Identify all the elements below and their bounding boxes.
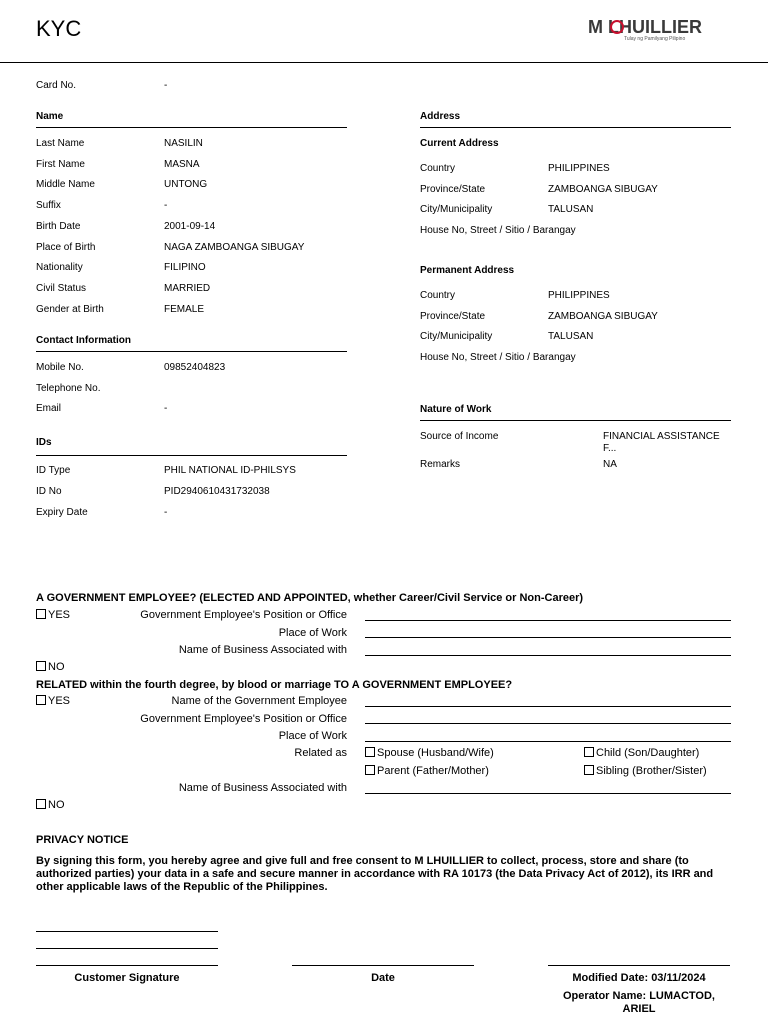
operator-name: Operator Name: LUMACTOD, ARIEL	[563, 990, 715, 1015]
current-address-field-label: House No, Street / Sitio / Barangay	[420, 225, 576, 237]
privacy-heading: PRIVACY NOTICE	[36, 834, 129, 846]
current-address-heading: Current Address	[420, 138, 499, 149]
name-field-label: Place of Birth	[36, 241, 96, 253]
checkbox-icon[interactable]	[36, 661, 46, 671]
logo-text: M LHUILLIER	[588, 17, 702, 37]
logo-tagline: Tulay ng Pamilyang Pilipino	[624, 36, 686, 42]
ids-heading: IDs	[36, 437, 52, 448]
id-field-label: Expiry Date	[36, 507, 88, 518]
related-no-label: NO	[48, 799, 65, 811]
permanent-address-field-label: Province/State	[420, 310, 486, 322]
modified-date: Modified Date: 03/11/2024	[572, 972, 706, 984]
name-field-label: Last Name	[36, 138, 85, 149]
card-no-label: Card No.	[36, 80, 77, 91]
name-field-label: Gender at Birth	[36, 303, 104, 315]
m-lhuillier-logo-icon	[588, 16, 734, 42]
option-parent[interactable]	[365, 765, 489, 778]
contact-heading: Contact Information	[36, 335, 131, 346]
customer-signature-label: Customer Signature	[74, 972, 180, 984]
related-as-label: Related as	[294, 747, 347, 759]
contact-heading-rule	[36, 351, 347, 352]
header-divider	[0, 62, 768, 63]
gov-no-label: NO	[48, 661, 65, 673]
permanent-address-field-value: PHILIPPINES	[548, 290, 610, 301]
related-employee-name-line[interactable]	[365, 706, 731, 707]
related-question: RELATED within the fourth degree, by blood or marriage TO A GOVERNMENT EMPLOYEE?	[36, 679, 513, 691]
contact-field-label: Email	[36, 403, 62, 414]
name-field-label: Civil Status	[36, 282, 87, 294]
permanent-address-field-value: ZAMBOANGA SIBUGAY	[548, 310, 658, 322]
source-of-income-label: Source of Income	[420, 431, 499, 442]
address-heading: Address	[420, 111, 461, 122]
option-child-label: Child (Son/Daughter)	[596, 747, 700, 759]
modified-line	[548, 965, 730, 966]
option-spouse[interactable]	[365, 747, 494, 760]
permanent-address-field-label: City/Municipality	[420, 331, 493, 342]
name-field-label: Nationality	[36, 262, 83, 274]
gov-no-option[interactable]	[36, 661, 65, 674]
related-no-option[interactable]	[36, 799, 65, 812]
source-of-income-value: FINANCIAL ASSISTANCE F...	[603, 431, 720, 454]
name-field-value: -	[164, 200, 168, 212]
checkbox-icon[interactable]	[36, 695, 46, 705]
name-field-label: Suffix	[36, 200, 61, 212]
related-position-line[interactable]	[365, 723, 731, 724]
gov-business-label: Name of Business Associated with	[178, 644, 347, 656]
work-heading: Nature of Work	[420, 404, 492, 415]
name-heading-rule	[36, 127, 347, 128]
privacy-text: By signing this form, you hereby agree and give full and free consent to M LHUILLIER to collect, process, store and share (to authorized parties) your data in a safe and secure manner in accordance with RA 10173 (the Data Privacy Act of 2012), its IRR and other applicable laws of the Republic of the Philippines.	[36, 855, 714, 893]
related-place-of-work-label: Place of Work	[278, 730, 347, 742]
related-business-label: Name of Business Associated with	[178, 782, 347, 794]
contact-field-value: 09852404823	[164, 362, 226, 373]
current-address-field-value: ZAMBOANGA SIBUGAY	[548, 183, 658, 195]
name-field-label: Middle Name	[36, 179, 95, 191]
date-line[interactable]	[292, 965, 474, 966]
contact-field-label: Mobile No.	[36, 362, 84, 373]
remarks-value: NA	[603, 459, 617, 470]
name-field-value: MASNA	[164, 158, 200, 170]
checkbox-icon[interactable]	[36, 799, 46, 809]
name-field-value: NAGA ZAMBOANGA SIBUGAY	[164, 241, 305, 253]
gov-position-label: Government Employee's Position or Office	[140, 609, 347, 621]
permanent-address-field-label: Country	[420, 290, 456, 301]
checkbox-icon[interactable]	[36, 609, 46, 619]
checkbox-icon[interactable]	[584, 747, 594, 757]
signature-line-1[interactable]	[36, 931, 218, 932]
gov-position-line[interactable]	[365, 620, 731, 621]
option-child[interactable]	[584, 747, 699, 760]
related-position-label: Government Employee's Position or Office	[140, 713, 347, 725]
logo	[588, 16, 734, 42]
name-field-value: FILIPINO	[164, 262, 206, 274]
current-address-field-value: TALUSAN	[548, 204, 594, 216]
id-field-value: PID2940610431732038	[164, 486, 270, 497]
signature-line-3[interactable]	[36, 965, 218, 966]
checkbox-icon[interactable]	[365, 765, 375, 775]
id-field-value: PHIL NATIONAL ID-PHILSYS	[164, 465, 296, 476]
option-sibling[interactable]	[584, 765, 707, 778]
current-address-field-value: PHILIPPINES	[548, 163, 610, 174]
name-field-value: NASILIN	[164, 138, 203, 149]
checkbox-icon[interactable]	[365, 747, 375, 757]
gov-place-of-work-label: Place of Work	[278, 627, 347, 639]
remarks-label: Remarks	[420, 459, 461, 470]
gov-place-of-work-line[interactable]	[365, 637, 731, 638]
name-field-label: Birth Date	[36, 220, 81, 232]
signature-line-2[interactable]	[36, 948, 218, 949]
name-field-value: FEMALE	[164, 303, 205, 315]
name-field-label: First Name	[36, 158, 85, 170]
card-no-value: -	[164, 80, 168, 91]
related-employee-name-label: Name of the Government Employee	[171, 695, 347, 707]
permanent-address-field-value: TALUSAN	[548, 331, 594, 342]
current-address-field-label: City/Municipality	[420, 204, 493, 216]
gov-yes-label: YES	[48, 609, 71, 621]
current-address-field-label: Province/State	[420, 183, 486, 195]
contact-field-value: -	[164, 403, 168, 414]
id-field-label: ID Type	[36, 465, 71, 476]
option-sibling-label: Sibling (Brother/Sister)	[596, 765, 707, 777]
contact-field-label: Telephone No.	[36, 382, 101, 394]
permanent-address-field-label: House No, Street / Sitio / Barangay	[420, 351, 576, 363]
gov-business-line[interactable]	[365, 655, 731, 656]
name-field-value: UNTONG	[164, 179, 208, 191]
gov-employee-question: A GOVERNMENT EMPLOYEE? (ELECTED AND APPOINTED, whether Career/Civil Service or Non-Career)	[36, 592, 584, 604]
checkbox-icon[interactable]	[584, 765, 594, 775]
id-field-label: ID No	[36, 486, 62, 497]
option-parent-label: Parent (Father/Mother)	[377, 765, 489, 777]
permanent-address-heading: Permanent Address	[420, 265, 515, 276]
name-field-value: MARRIED	[164, 282, 211, 294]
id-field-value: -	[164, 507, 168, 518]
related-business-line[interactable]	[365, 793, 731, 794]
name-field-value: 2001-09-14	[164, 220, 216, 232]
page-title: KYC	[36, 16, 82, 41]
date-label: Date	[371, 972, 395, 984]
address-heading-rule	[420, 127, 731, 128]
current-address-field-label: Country	[420, 163, 456, 174]
work-heading-rule	[420, 420, 731, 421]
option-spouse-label: Spouse (Husband/Wife)	[377, 747, 494, 759]
name-heading: Name	[36, 111, 64, 122]
related-yes-label: YES	[48, 695, 71, 707]
related-place-of-work-line[interactable]	[365, 741, 731, 742]
ids-heading-rule	[36, 455, 347, 456]
